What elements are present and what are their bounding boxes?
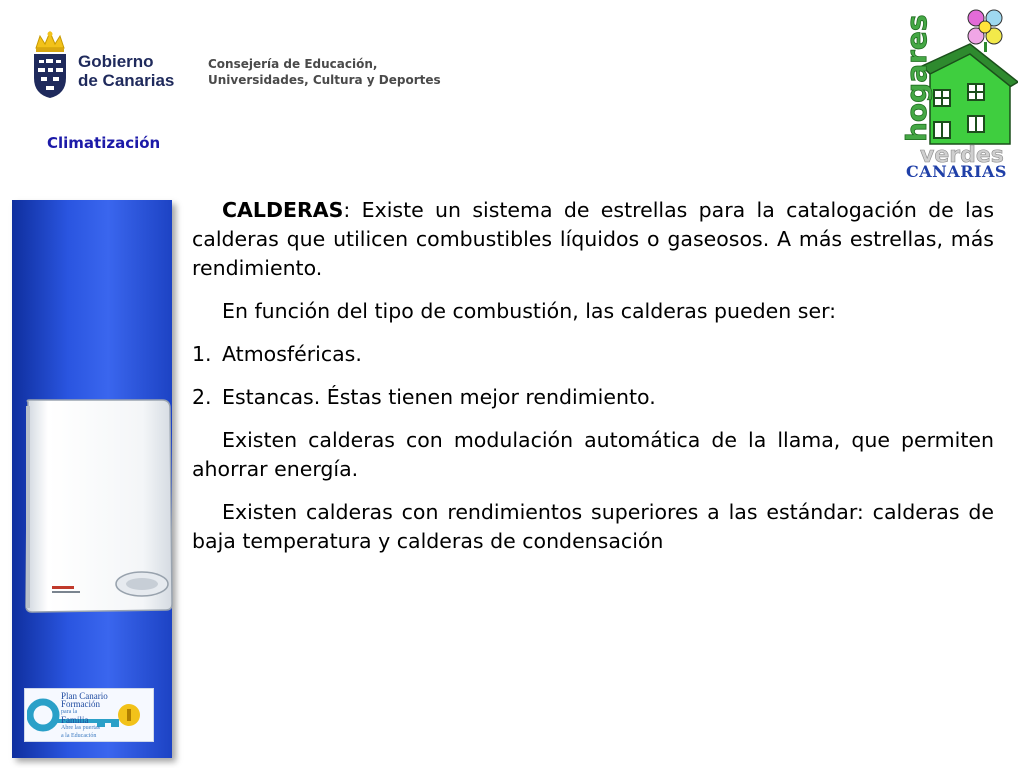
plan-canario-logo — [24, 688, 154, 742]
paragraph-rendimientos: Existen calderas con rendimientos superiores a las estándar: calderas de baja temperatura y calderas de condensación — [192, 500, 994, 553]
gov-name — [78, 52, 174, 90]
plan-line4: Familia — [61, 715, 89, 725]
house-icon — [922, 44, 1018, 144]
boiler-image — [22, 398, 174, 620]
combustion-types-list — [192, 340, 994, 412]
plan-line3: para la — [61, 709, 78, 715]
consejeria-line2: Universidades, Cultura y Deportes — [208, 73, 441, 87]
consejeria-name — [208, 56, 441, 88]
logo-word-canarias: CANARIAS — [906, 162, 1007, 181]
plan-line6: a la Educación — [61, 733, 97, 739]
gov-name-line2: de Canarias — [78, 71, 175, 90]
hogares-verdes-logo — [896, 4, 1018, 186]
calderas-term: CALDERAS — [222, 198, 344, 222]
section-title: Climatización — [47, 134, 161, 152]
list-number: 2. — [192, 385, 212, 409]
consejeria-line1: Consejería de Educación, — [208, 57, 378, 71]
gov-name-line1: Gobierno — [78, 52, 154, 71]
list-number: 1. — [192, 342, 212, 366]
list-item — [192, 340, 994, 369]
plan-line5: Abre las puertas — [61, 725, 100, 731]
plan-canario-text — [61, 692, 108, 740]
logo-word-hogares: hogares — [900, 14, 933, 142]
gobierno-canarias-logo — [30, 30, 180, 102]
logo-word-verdes: verdes — [920, 143, 1004, 168]
list-text: Estancas. Éstas tienen mejor rendimiento. — [222, 385, 656, 409]
paragraph-modulacion: Existen calderas con modulación automática de la llama, que permiten ahorrar energía. — [192, 428, 994, 481]
list-item — [192, 383, 994, 412]
plan-line1: Plan Canario — [61, 691, 108, 701]
paragraph-calderas — [192, 196, 994, 283]
plan-line2: Formación — [61, 699, 100, 709]
paragraph-tipos: En función del tipo de combustión, las calderas pueden ser: — [222, 299, 837, 323]
main-content — [192, 196, 994, 570]
crown-crest-icon — [30, 30, 70, 100]
list-text: Atmosféricas. — [222, 342, 362, 366]
calderas-description: : Existe un sistema de estrellas para la catalogación de las calderas que utilicen combustibles líquidos o gaseosos. A más estrellas, más rendimiento. — [192, 198, 994, 280]
